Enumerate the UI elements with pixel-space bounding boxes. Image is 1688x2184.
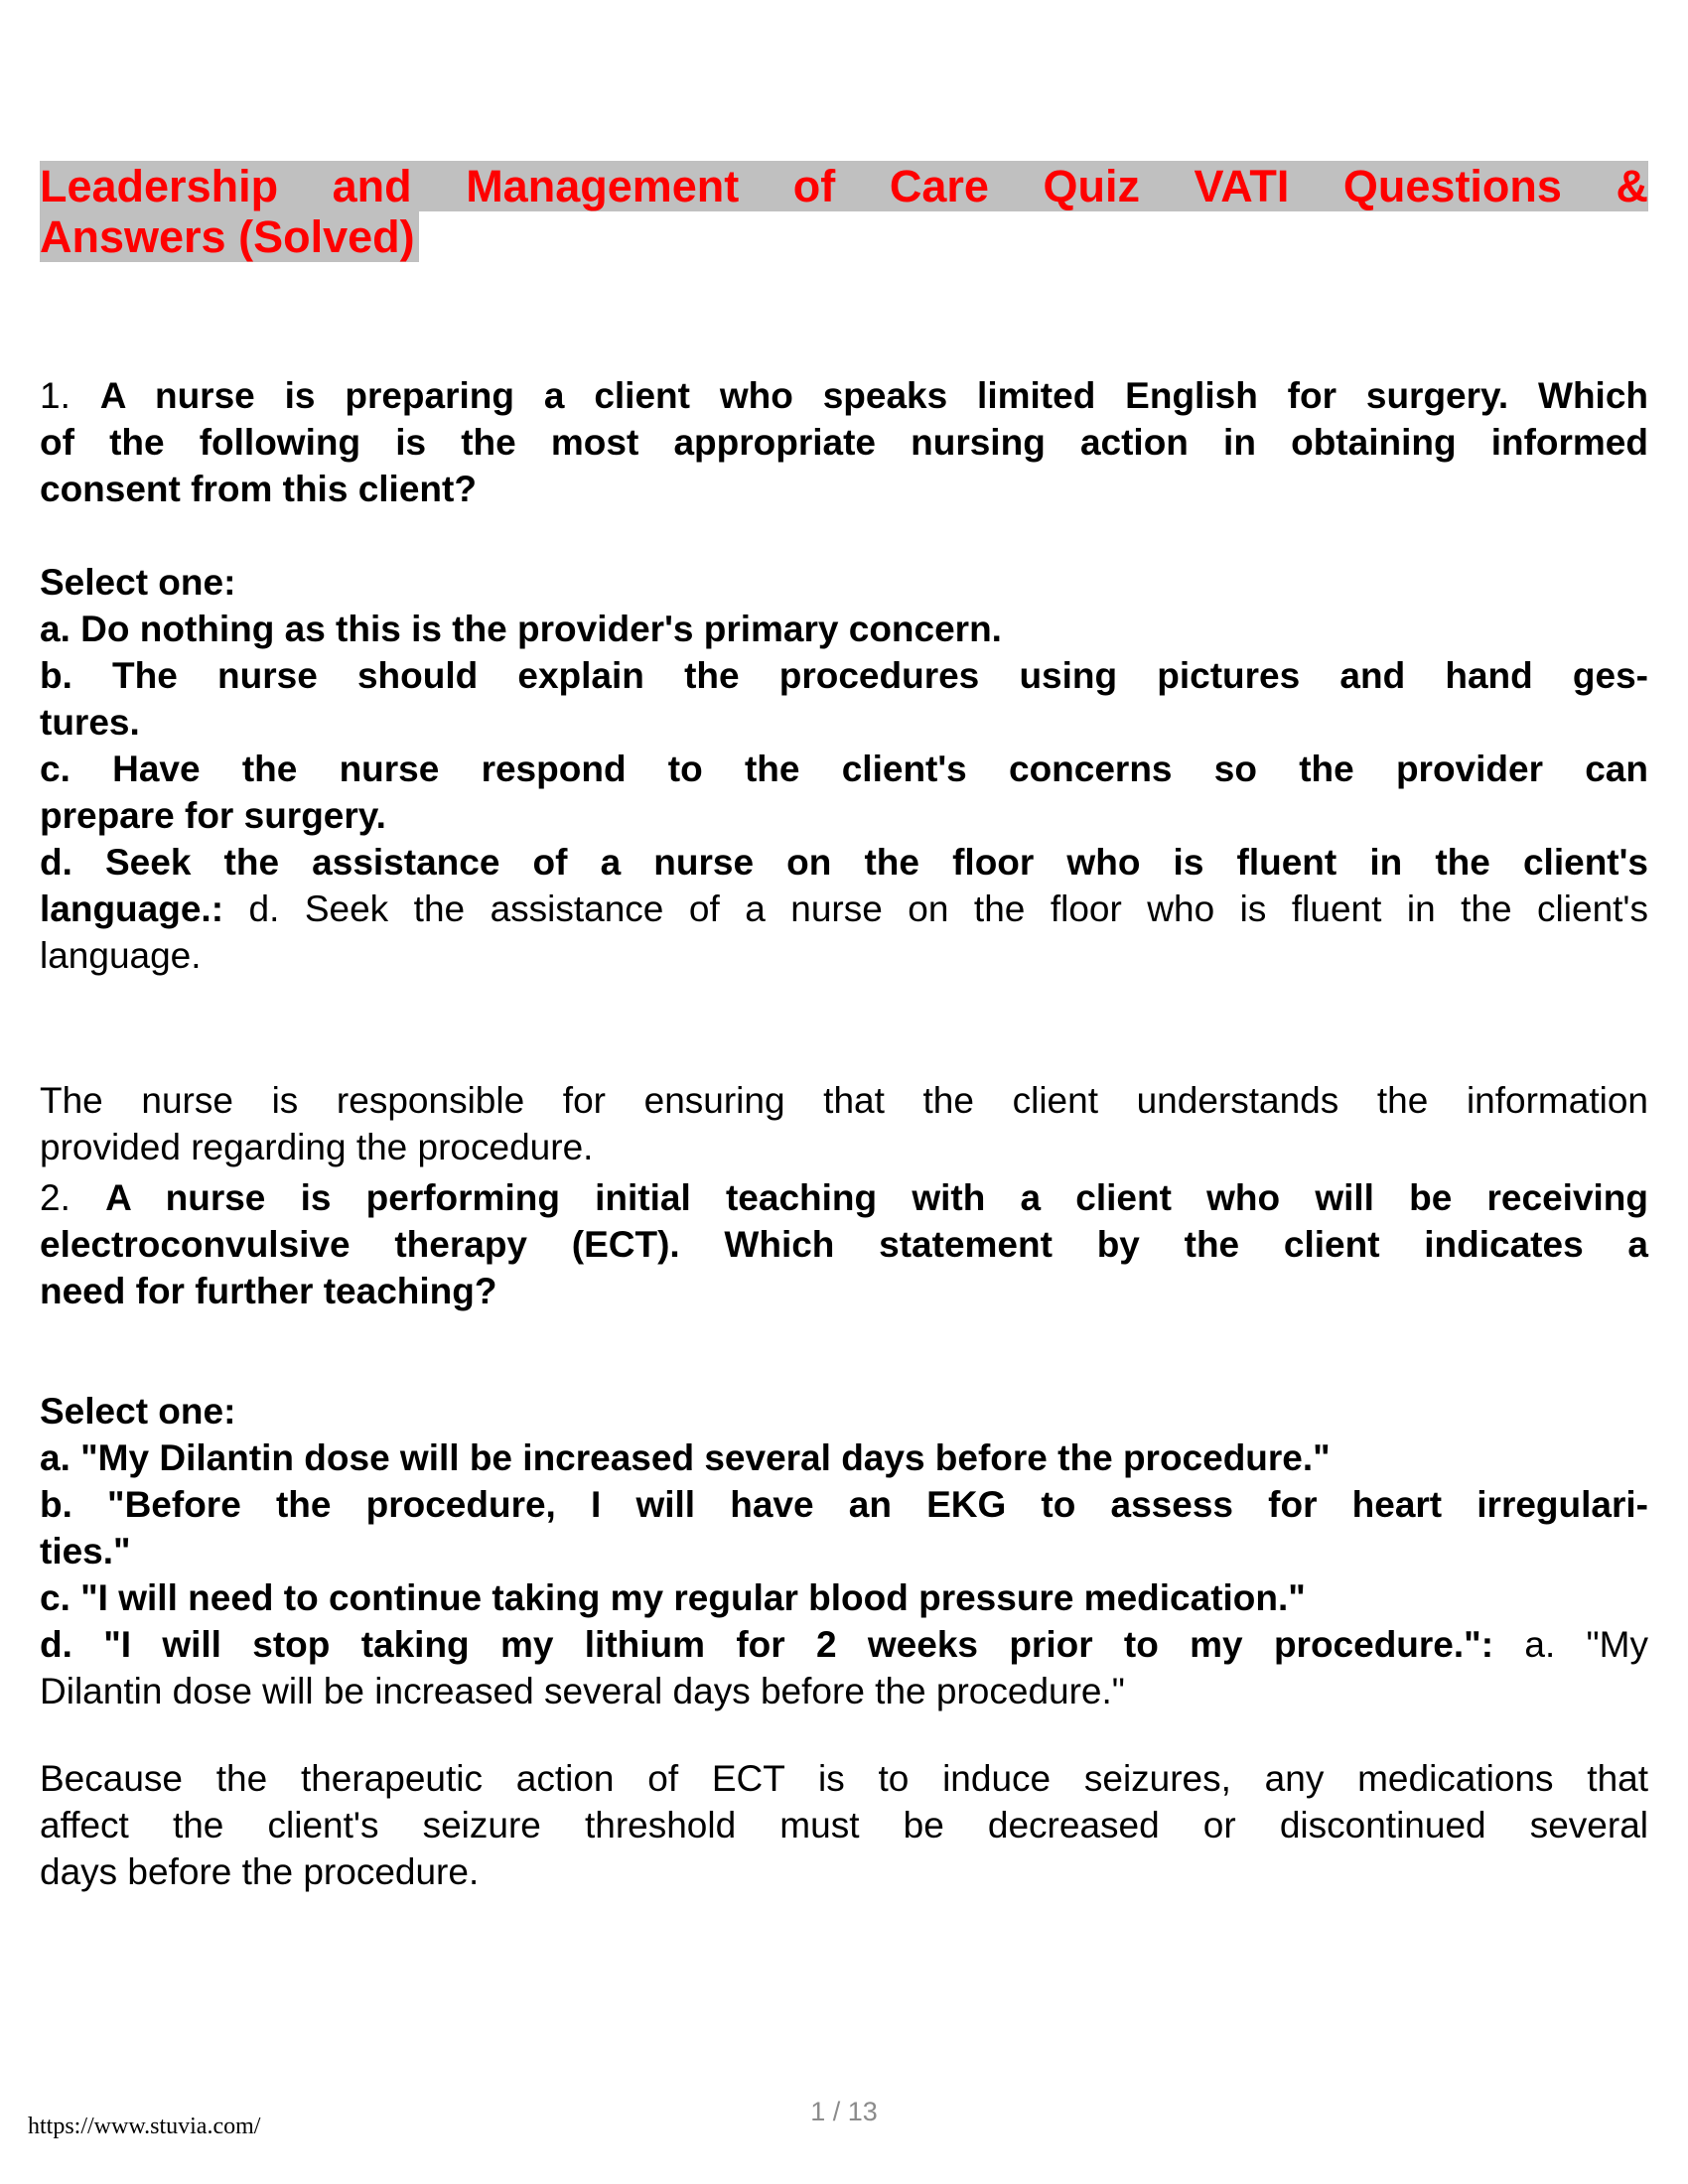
question-2-answer-line-1 [40,1621,1648,1668]
question-2-options [40,1388,1648,1714]
question-1-answer-line-2: language. [40,935,202,976]
question-1-line-1 [40,372,1648,419]
footer-url: https://www.stuvia.com/ [28,2114,261,2139]
question-2-rationale-line-1: Because the therapeutic action of ECT is to induce seizures, any medications that [40,1758,1648,1799]
document-title [40,161,1648,262]
question-2-select-one-label: Select one: [40,1391,236,1432]
question-2 [40,1174,1648,1314]
question-2-line-1 [40,1174,1648,1221]
question-2-rationale [40,1755,1648,1895]
question-1-select-one-label: Select one: [40,562,236,603]
question-1-number: 1. [40,375,100,416]
title-line-2: Answers (Solved) [40,211,419,262]
question-2-answer-text: a. "My [1493,1624,1649,1665]
question-2-option-b-line-2: ties." [40,1531,131,1571]
question-1 [40,372,1648,512]
question-2-rationale-line-3: days before the procedure. [40,1851,480,1892]
question-1-line-2: of the following is the most appropriate nursing action in obtaining informed [40,422,1648,463]
question-1-rationale-line-2: provided regarding the procedure. [40,1127,594,1167]
question-1-line-3: consent from this client? [40,469,477,509]
question-1-option-b-line-2: tures. [40,702,140,743]
question-1-option-d-label: language.: [40,888,224,929]
question-2-text: A nurse is performing initial teaching with a client who will be receiving [105,1177,1649,1218]
question-1-option-c-line-2: prepare for surgery. [40,795,386,836]
question-1-answer-text: d. Seek the assistance of a nurse on the floor who is fluent in the client's [223,888,1648,929]
question-2-answer-line-2: Dilantin dose will be increased several days before the procedure." [40,1671,1125,1711]
question-1-rationale [40,1077,1648,1170]
title-line-2-wrap [40,211,1648,262]
question-1-option-d-line-1: d. Seek the assistance of a nurse on the floor who is fluent in the client's [40,842,1648,883]
question-1-text: A nurse is preparing a client who speaks limited English for surgery. Which [99,375,1649,416]
question-2-option-d-label: d. "I will stop taking my lithium for 2 weeks prior to my procedure.": [40,1624,1494,1665]
question-2-number: 2. [40,1177,106,1218]
question-2-option-c: c. "I will need to continue taking my regular blood pressure medication." [40,1577,1306,1618]
question-1-options [40,559,1648,979]
question-2-line-3: need for further teaching? [40,1271,497,1311]
question-2-option-b-line-1: b. "Before the procedure, I will have an EKG to assess for heart irregulari- [40,1484,1648,1525]
question-2-rationale-line-2: affect the client's seizure threshold must be decreased or discontinued several [40,1805,1648,1845]
title-line-1: Leadership and Management of Care Quiz VATI Questions & [40,161,1648,211]
question-2-option-a: a. "My Dilantin dose will be increased several days before the procedure." [40,1437,1331,1478]
question-1-option-b-line-1: b. The nurse should explain the procedures using pictures and hand ges- [40,655,1648,696]
question-1-rationale-line-1: The nurse is responsible for ensuring that the client understands the information [40,1080,1648,1121]
question-1-option-a: a. Do nothing as this is the provider's primary concern. [40,609,1002,649]
question-2-line-2: electroconvulsive therapy (ECT). Which statement by the client indicates a [40,1224,1648,1265]
question-1-option-c-line-1: c. Have the nurse respond to the client's concerns so the provider can [40,749,1648,789]
page-number: 1 / 13 [810,2097,878,2126]
question-1-answer-line-1 [40,886,1648,932]
